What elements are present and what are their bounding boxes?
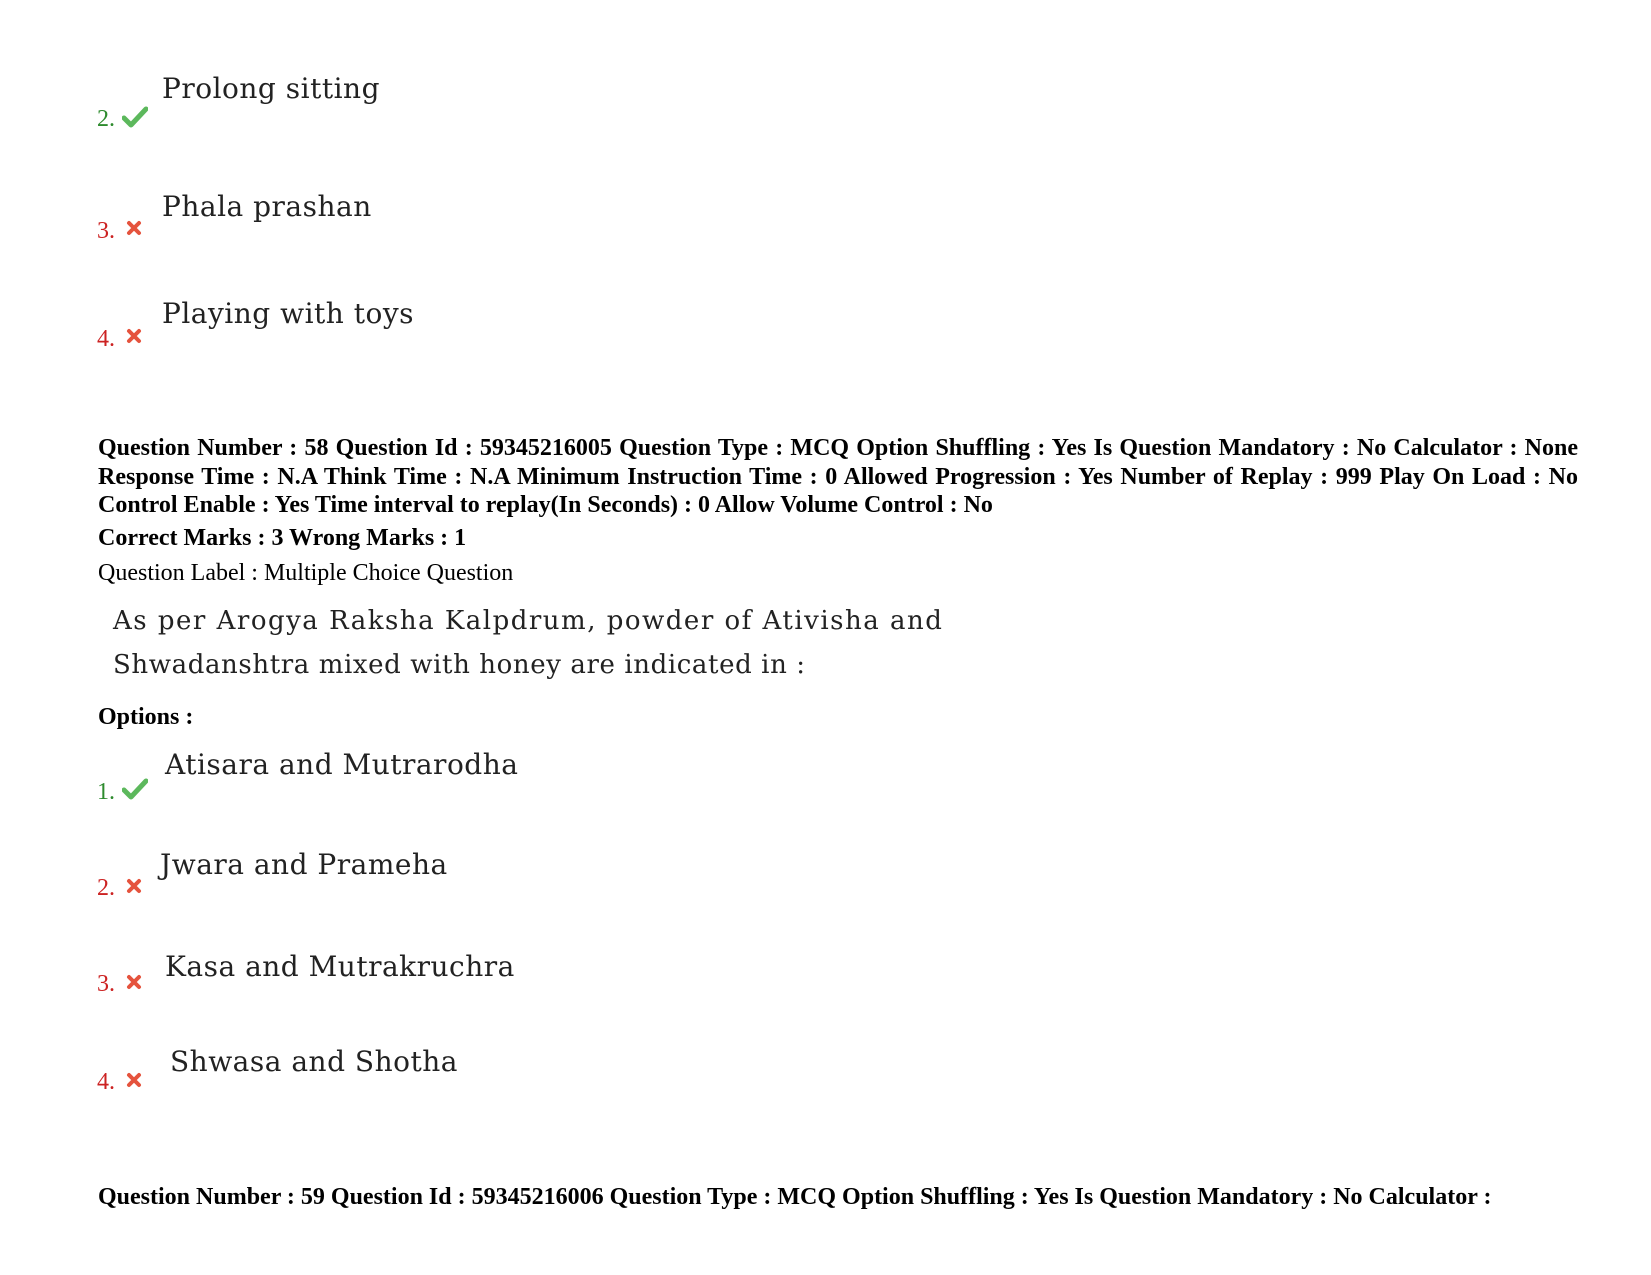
cross-icon	[126, 1072, 142, 1088]
cross-icon	[126, 220, 142, 236]
check-icon	[122, 778, 148, 800]
question-label: Question Label : Multiple Choice Question	[98, 560, 514, 586]
question-meta: Question Number : 58 Question Id : 59345216005 Question Type : MCQ Option Shuffling : Yes Is Question Mandatory : No Calculator : None Response Time : N.A Think Time : N.A Minimum Instruction Time : 0 Allowed Progression : Yes Number of Replay : 999 Play On Load : No Control Enable : Yes Time interval to replay(In Seconds) : 0 Allow Volume Control : No	[98, 435, 1578, 518]
option-text: Kasa and Mutrakruchra	[165, 950, 515, 983]
option-text: Atisara and Mutrarodha	[165, 748, 519, 781]
option-number: 4.	[97, 1069, 115, 1095]
check-icon	[122, 106, 148, 128]
question-meta: Question Number : 59 Question Id : 59345216006 Question Type : MCQ Option Shuffling : Yes Is Question Mandatory : No Calculator :	[98, 1184, 1492, 1210]
question-text-line2: Shwadanshtra mixed with honey are indicated in :	[113, 650, 806, 680]
option-text: Playing with toys	[162, 297, 415, 330]
option-number: 3.	[97, 218, 115, 244]
option-number: 1.	[97, 779, 115, 805]
option-number: 2.	[97, 875, 115, 901]
marks-info: Correct Marks : 3 Wrong Marks : 1	[98, 525, 467, 551]
cross-icon	[126, 974, 142, 990]
option-text: Jwara and Prameha	[160, 848, 448, 881]
option-number: 3.	[97, 971, 115, 997]
cross-icon	[126, 328, 142, 344]
option-text: Phala prashan	[162, 190, 372, 223]
option-text: Prolong sitting	[162, 72, 380, 105]
question-text-line1: As per Arogya Raksha Kalpdrum, powder of Ativisha and	[113, 606, 944, 636]
option-number: 4.	[97, 326, 115, 352]
options-heading: Options :	[98, 704, 194, 730]
cross-icon	[126, 878, 142, 894]
option-number: 2.	[97, 106, 115, 132]
option-text: Shwasa and Shotha	[170, 1045, 458, 1078]
